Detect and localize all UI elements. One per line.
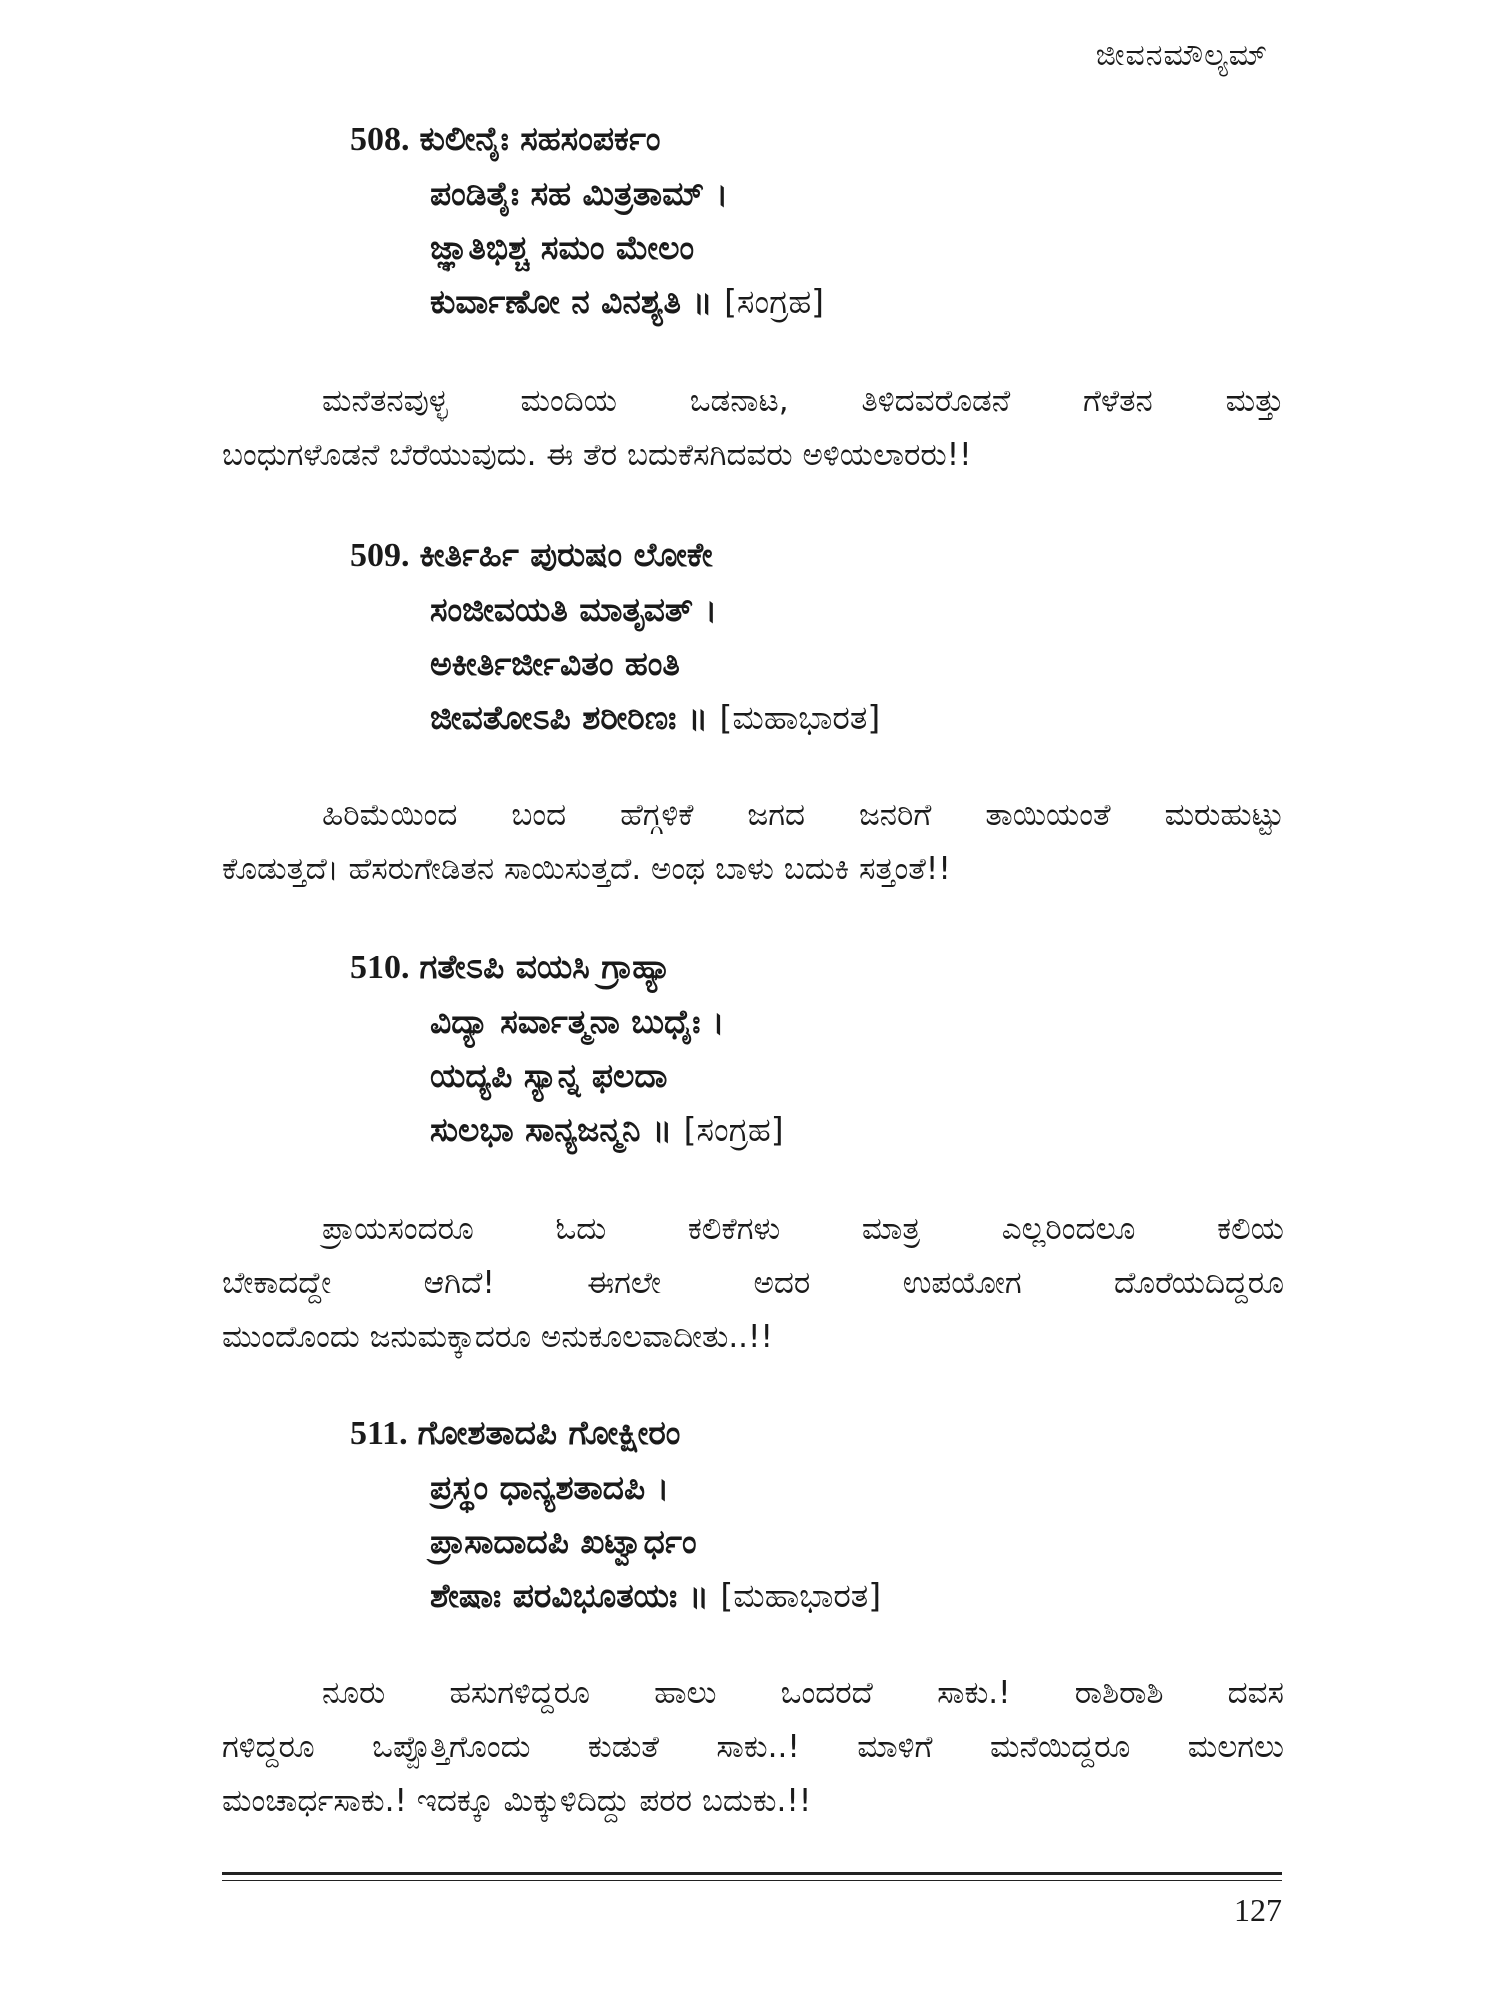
verse-510 bbox=[350, 940, 784, 1157]
verse-line: ಜೀವತೋಽಪಿ ಶರೀರಿಣಃ ॥ bbox=[430, 698, 708, 737]
verse-line: ಕೀರ್ತಿರ್ಹಿ ಪುರುಷಂ ಲೋಕೇ bbox=[419, 535, 713, 574]
verse-line: ಪಂಡಿತೈಃ ಸಹ ಮಿತ್ರತಾಮ್ । bbox=[430, 174, 729, 213]
verse-number: 509. bbox=[350, 537, 410, 574]
verse-line: ಕುಲೀನೈಃ ಸಹಸಂಪರ್ಕಂ bbox=[419, 119, 661, 158]
verse-511 bbox=[350, 1406, 881, 1623]
commentary-line: ಪ್ರಾಯಸಂದರೂ ಓದು ಕಲಿಕೆಗಳು ಮಾತ್ರ ಎಲ್ಲರಿಂದಲೂ ಕಲಿಯ bbox=[322, 1211, 1284, 1247]
commentary-line: ಕೊಡುತ್ತದೆ। ಹೆಸರುಗೇಡಿತನ ಸಾಯಿಸುತ್ತದೆ. ಅಂಥ ಬಾಳು ಬದುಕಿ ಸತ್ತಂತೆ!! bbox=[222, 851, 951, 887]
verse-line: ಗೋಶತಾದಪಿ ಗೋಕ್ಷೀರಂ bbox=[417, 1413, 681, 1452]
verse-source: [ಮಹಾಭಾರತ] bbox=[719, 698, 881, 737]
footer-rule bbox=[222, 1872, 1282, 1875]
footer-rule-thin bbox=[222, 1880, 1282, 1881]
verse-line: ವಿದ್ಯಾ ಸರ್ವಾತ್ಮನಾ ಬುಧೈಃ । bbox=[430, 1002, 725, 1041]
commentary-508 bbox=[222, 374, 1284, 482]
commentary-line: ಮಂಚಾರ್ಧಸಾಕು.! ಇದಕ್ಕೂ ಮಿಕ್ಕುಳಿದಿದ್ದು ಪರರ ಬದುಕು.!! bbox=[222, 1783, 812, 1819]
commentary-509 bbox=[222, 788, 1284, 896]
verse-source: [ಮಹಾಭಾರತ] bbox=[720, 1576, 882, 1615]
commentary-510 bbox=[222, 1202, 1284, 1364]
verse-number: 508. bbox=[350, 121, 410, 158]
commentary-line: ಗಳಿದ್ದರೂ ಒಪ್ಪೊತ್ತಿಗೊಂದು ಕುಡುತೆ ಸಾಕು..! ಮಾಳಿಗೆ ಮನೆಯಿದ್ದರೂ ಮಲಗಲು bbox=[222, 1729, 1284, 1765]
commentary-line: ಮನೆತನವುಳ್ಳ ಮಂದಿಯ ಒಡನಾಟ, ತಿಳಿದವರೊಡನೆ ಗೆಳೆತನ ಮತ್ತು bbox=[322, 383, 1284, 419]
verse-line: ಪ್ರಸ್ಥಂ ಧಾನ್ಯಶತಾದಪಿ । bbox=[430, 1468, 670, 1507]
verse-line: ಅಕೀರ್ತಿರ್ಜೀವಿತಂ ಹಂತಿ bbox=[430, 644, 680, 683]
verse-line: ಸಂಜೀವಯತಿ ಮಾತೃವತ್ । bbox=[430, 590, 718, 629]
commentary-511 bbox=[222, 1666, 1284, 1828]
verse-number: 511. bbox=[350, 1415, 408, 1452]
verse-line: ಕುರ್ವಾಣೋ ನ ವಿನಶ್ಯತಿ ॥ bbox=[430, 282, 713, 321]
verse-line: ಯದ್ಯಪಿ ಸ್ಯಾನ್ನ ಫಲದಾ bbox=[430, 1056, 668, 1095]
verse-508 bbox=[350, 112, 824, 329]
commentary-line: ಮುಂದೊಂದು ಜನುಮಕ್ಕಾದರೂ ಅನುಕೂಲವಾದೀತು..!! bbox=[222, 1319, 773, 1355]
verse-509 bbox=[350, 528, 880, 745]
verse-number: 510. bbox=[350, 949, 410, 986]
commentary-line: ಹಿರಿಮೆಯಿಂದ ಬಂದ ಹೆಗ್ಗಳಿಕೆ ಜಗದ ಜನರಿಗೆ ತಾಯಿಯಂತೆ ಮರುಹುಟ್ಟು bbox=[322, 797, 1284, 833]
page-number: 127 bbox=[1234, 1892, 1282, 1928]
verse-line: ಜ್ಞಾತಿಭಿಶ್ಚ ಸಮಂ ಮೇಲಂ bbox=[430, 228, 695, 267]
commentary-line: ಬಂಧುಗಳೊಡನೆ ಬೆರೆಯುವುದು. ಈ ತೆರ ಬದುಕೆಸಗಿದವರು ಅಳಿಯಲಾರರು!! bbox=[222, 437, 972, 473]
verse-line: ಶೇಷಾಃ ಪರವಿಭೂತಯಃ ॥ bbox=[430, 1576, 709, 1615]
running-head: ಜೀವನಮೌಲ್ಯಮ್ bbox=[1095, 38, 1268, 73]
verse-line: ಗತೇಽಪಿ ವಯಸಿ ಗ್ರಾಹ್ಯಾ bbox=[419, 947, 672, 986]
verse-source: [ಸಂಗ್ರಹ] bbox=[683, 1110, 784, 1149]
commentary-line: ಬೇಕಾದದ್ದೇ ಆಗಿದೆ! ಈಗಲೇ ಅದರ ಉಪಯೋಗ ದೊರೆಯದಿದ್ದರೂ bbox=[222, 1265, 1284, 1301]
verse-source: [ಸಂಗ್ರಹ] bbox=[724, 282, 825, 321]
verse-line: ಸುಲಭಾ ಸಾನ್ಯಜನ್ಮನಿ ॥ bbox=[430, 1110, 673, 1149]
commentary-line: ನೂರು ಹಸುಗಳಿದ್ದರೂ ಹಾಲು ಒಂದರದೆ ಸಾಕು.! ರಾಶಿರಾಶಿ ದವಸ bbox=[322, 1675, 1284, 1711]
verse-line: ಪ್ರಾಸಾದಾದಪಿ ಖಟ್ವಾರ್ಧಂ bbox=[430, 1522, 697, 1561]
